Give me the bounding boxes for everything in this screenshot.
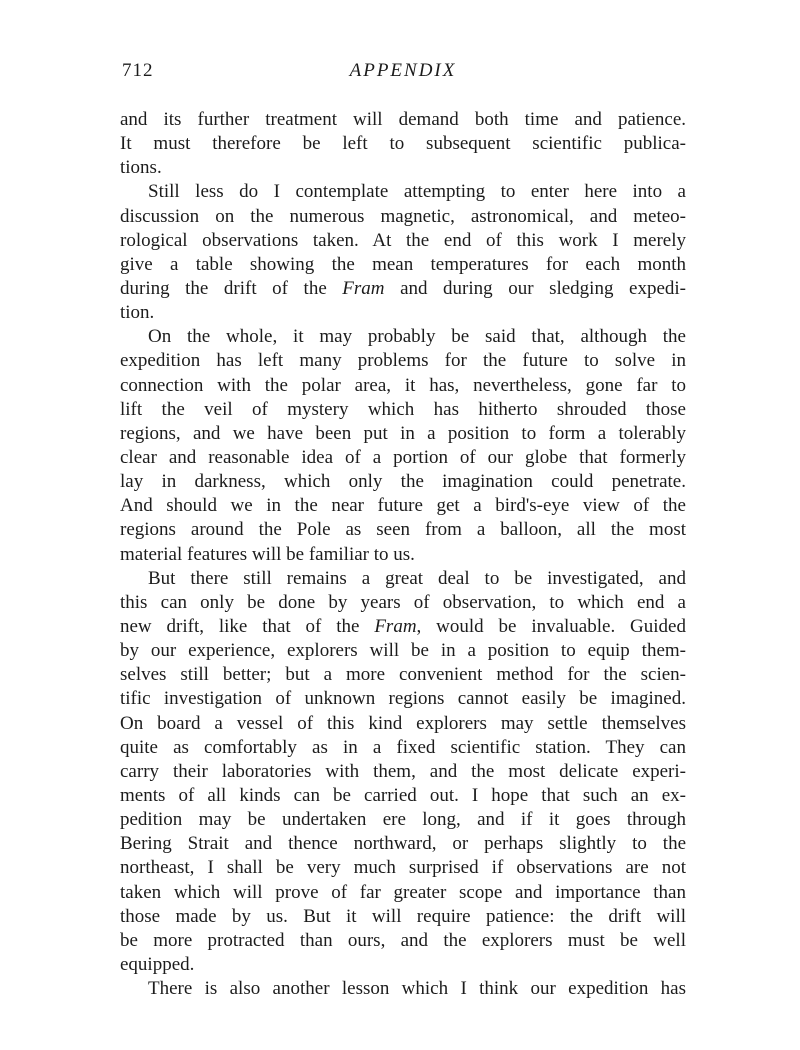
text-line (120, 277, 686, 301)
text-line (120, 615, 686, 639)
ship-name: Fram (342, 277, 385, 299)
text-run: new drift, like that of the (120, 615, 375, 637)
text-line: tion. (120, 302, 155, 324)
text-line: There is also another lesson which I think our expedition has (148, 978, 686, 1000)
text-run: during the drift of the (120, 277, 343, 299)
running-head (122, 60, 684, 86)
text-line: clear and reasonable idea of a portion of our globe that formerly (120, 446, 686, 468)
text-line: discussion on the numerous magnetic, astronomical, and meteo- (120, 205, 686, 227)
text-line: On the whole, it may probably be said that, although the (148, 326, 686, 348)
ship-name: Fram (374, 615, 417, 637)
text-line: equipped. (120, 953, 195, 975)
text-line: lay in darkness, which only the imagination could penetrate. (120, 471, 686, 493)
text-line: rological observations taken. At the end of this work I merely (120, 229, 686, 251)
text-line: pedition may be undertaken ere long, and if it goes through (120, 809, 686, 831)
text-line: give a table showing the mean temperatures for each month (120, 253, 686, 275)
running-title: APPENDIX (349, 60, 457, 81)
text-line: regions, and we have been put in a position to form a tolerably (120, 422, 686, 444)
text-line: On board a vessel of this kind explorers may settle themselves (120, 712, 686, 734)
text-line: tific investigation of unknown regions cannot easily be imagined. (120, 688, 686, 710)
text-line: regions around the Pole as seen from a balloon, all the most (120, 519, 686, 541)
text-line: lift the veil of mystery which has hitherto shrouded those (120, 398, 686, 420)
text-line: ments of all kinds can be carried out. I hope that such an ex- (120, 784, 686, 806)
body-text (120, 108, 686, 1001)
text-line: selves still better; but a more convenient method for the scien- (120, 664, 686, 686)
text-run: and during our sledging expedi- (384, 277, 686, 299)
text-line: Still less do I contemplate attempting to enter here into a (148, 181, 686, 203)
text-line: by our experience, explorers will be in a position to equip them- (120, 640, 686, 662)
text-line: Bering Strait and thence northward, or perhaps slightly to the (120, 833, 686, 855)
text-line: this can only be done by years of observation, to which end a (120, 591, 686, 613)
text-line: tions. (120, 157, 162, 179)
text-line: taken which will prove of far greater scope and importance than (120, 881, 686, 903)
text-line: northeast, I shall be very much surprised if observations are not (120, 857, 686, 879)
text-line: connection with the polar area, it has, nevertheless, gone far to (120, 374, 686, 396)
text-line: carry their laboratories with them, and the most delicate experi- (120, 760, 686, 782)
text-line: But there still remains a great deal to be investigated, and (148, 567, 686, 589)
text-line: expedition has left many problems for the future to solve in (120, 350, 686, 372)
text-run: , would be invaluable. Guided (416, 615, 686, 637)
text-line: material features will be familiar to us. (120, 543, 415, 565)
text-line: and its further treatment will demand both time and patience. (120, 109, 686, 130)
page-number: 712 (122, 60, 154, 81)
text-line: be more protracted than ours, and the explorers must be well (120, 929, 686, 951)
text-line: And should we in the near future get a bird's-eye view of the (120, 495, 686, 517)
text-line: quite as comfortably as in a fixed scientific station. They can (120, 736, 686, 758)
text-line: those made by us. But it will require patience: the drift will (120, 905, 686, 927)
text-line: It must therefore be left to subsequent scientific publica- (120, 133, 686, 155)
